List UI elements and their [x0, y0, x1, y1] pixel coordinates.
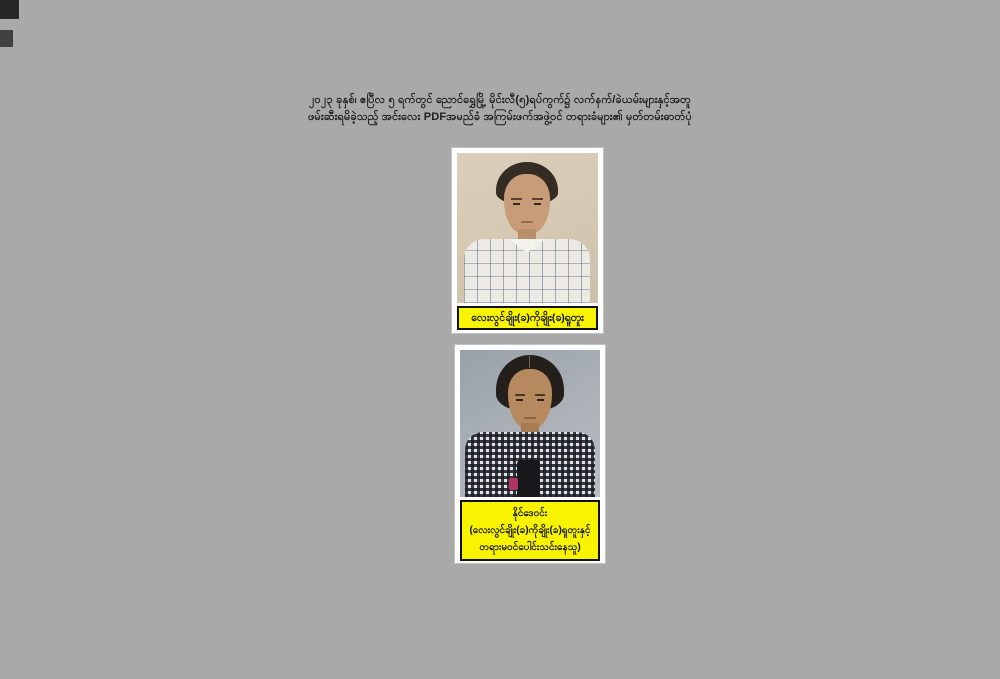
- suspect-1-eye-right: [534, 203, 541, 205]
- suspect-2-photo: [460, 350, 600, 497]
- corner-dark-square-large: [0, 0, 19, 19]
- suspect-1-name: လေးလွင်ချိုး(ခ)ကိုချိုး(ခ)ရူတူး: [471, 312, 584, 324]
- announcement-header-line1: ၂၀၂၃ ခုနှစ်၊ ဧပြီလ ၅ ရက်တွင် ညောင်ရွှေမြို့ မိုင်းလီ(၅)ရပ်ကွက်၌ လက်နက်/ခဲယမ်းများနှင့်အတူ: [308, 94, 692, 106]
- suspect-2-mouth: [524, 417, 536, 419]
- suspect-2-eye-right: [537, 399, 544, 401]
- suspect-2-brow-left: [515, 394, 525, 396]
- suspect-2-photo-card: [455, 345, 605, 563]
- announcement-header-line2: ဖမ်းဆီးရမိခဲ့သည့် အင်းလေး PDFအမည်ခံ အကြမ်းဖက်အဖွဲ့ဝင် တရားခံများ၏ မှတ်တမ်းဓာတ်ပုံ: [308, 111, 692, 123]
- suspect-1-brow-right: [532, 198, 543, 200]
- suspect-2-eye-left: [516, 399, 523, 401]
- suspect-2-held-object: [517, 460, 540, 497]
- announcement-header: [0, 92, 1000, 126]
- corner-dark-square-small: [0, 30, 13, 47]
- suspect-2-hair-part: [529, 356, 530, 368]
- suspect-1-face: [504, 174, 550, 234]
- suspect-2-caption-line3: တရားမဝင်ပေါင်းသင်းနေသူ): [479, 542, 581, 553]
- suspect-2-object-red-accent: [509, 478, 518, 490]
- suspect-2-brow-right: [535, 394, 545, 396]
- suspect-1-photo-card: [452, 148, 603, 333]
- suspect-2-caption: [460, 500, 600, 561]
- suspect-1-photo: [457, 153, 598, 303]
- suspect-1-mouth: [521, 221, 533, 223]
- suspect-2-caption-line2: (လေးလွင်ချိုး(ခ)ကိုချိုး(ခ)ရူတူးနှင့်: [469, 525, 591, 536]
- suspect-2-name: နိုင်ဒေဝင်း: [512, 508, 548, 519]
- suspect-2-face: [508, 369, 552, 429]
- suspect-1-caption: [457, 306, 598, 330]
- suspect-1-eye-left: [513, 203, 520, 205]
- suspect-1-brow-left: [511, 198, 522, 200]
